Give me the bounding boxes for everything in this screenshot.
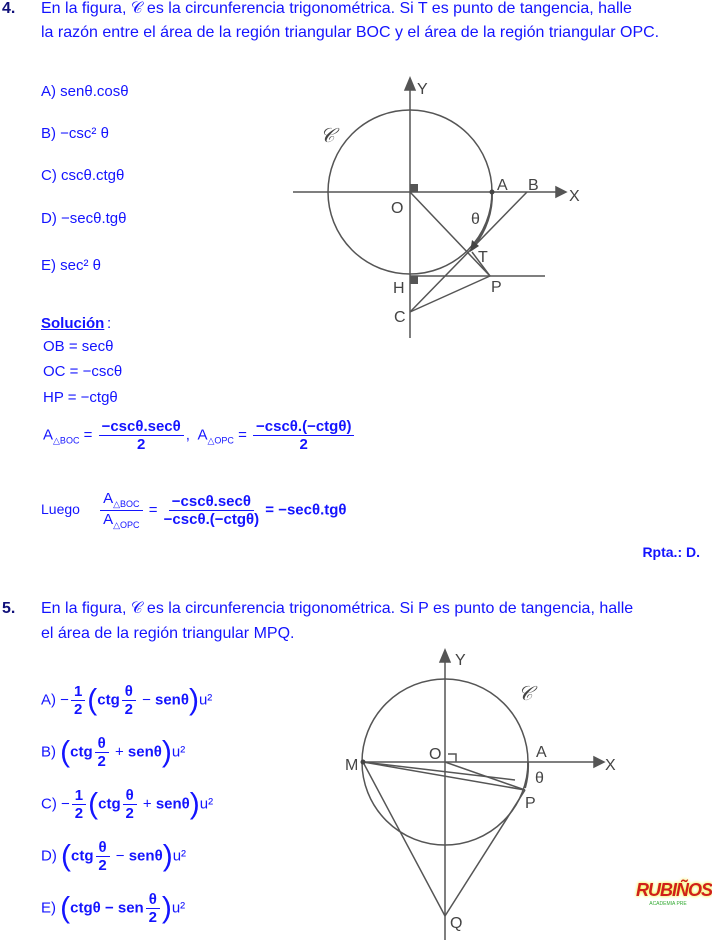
label-a: A — [497, 177, 508, 194]
label-c: C — [394, 309, 406, 326]
area-symbol: A — [103, 511, 114, 528]
option-label: E) — [41, 899, 56, 917]
term: senθ — [127, 743, 162, 761]
operator: + — [114, 743, 124, 761]
solution-line-3: HP = −ctgθ — [43, 389, 118, 406]
area-subscript: △OPC — [113, 520, 140, 530]
paren: ) — [188, 683, 199, 717]
ratio-formula: Luego $\frac{A_{\triangle BOC}}{A_{\triangle OPC}}$ = $\frac{-\csc\theta.\sec\theta}{\text{−cscθ.(−ctgθ)}}$ = −secθ.tgθ — [41, 490, 347, 530]
label-theta: θ — [471, 211, 480, 228]
term: senθ — [155, 691, 189, 709]
term: ctg — [97, 691, 120, 709]
unit: u² — [172, 847, 187, 865]
unit: u² — [199, 795, 214, 813]
problem-5-text-2: el área de la región triangular MPQ. — [41, 625, 295, 642]
numerator: θ — [95, 735, 109, 753]
denominator: 2 — [148, 909, 157, 926]
operator: − — [142, 691, 151, 709]
label-m: M — [345, 757, 359, 774]
answer: Rpta.: D. — [642, 544, 700, 560]
problem-4-text-1: En la figura, 𝒞 es la circunferencia trigonométrica. Si T es punto de tangencia, halle — [41, 0, 632, 17]
paren: ) — [161, 735, 172, 769]
numerator: −cscθ.secθ — [99, 418, 184, 436]
label-p: P — [525, 795, 536, 812]
term: senθ — [128, 847, 163, 865]
numerator: θ — [122, 683, 136, 701]
coef — [72, 787, 86, 822]
denominator: 2 — [299, 436, 308, 453]
paren: ) — [161, 891, 172, 925]
denominator: 2 — [125, 805, 134, 822]
logo-text: RUBIÑOS — [636, 880, 712, 900]
unit: u² — [198, 691, 213, 709]
area-symbol: A — [197, 426, 208, 444]
result: = −secθ.tgθ — [265, 501, 347, 519]
numerator: 1 — [71, 683, 85, 701]
denominator: 2 — [124, 701, 133, 718]
paren: ( — [88, 787, 99, 821]
area-subscript: △OPC — [207, 435, 234, 446]
area-symbol: A — [43, 426, 54, 444]
operator: − — [115, 847, 125, 865]
solution-line-1: OB = secθ — [43, 338, 114, 355]
option-label: A) — [41, 691, 56, 709]
term: ctg — [70, 743, 93, 761]
area-subscript: △BOC — [53, 435, 80, 446]
option-5c — [41, 787, 213, 822]
paren: ( — [60, 891, 71, 925]
denominator: 2 — [74, 805, 84, 822]
area-subscript: △BOC — [113, 499, 140, 509]
option-5b — [41, 735, 185, 770]
term: ctg — [71, 847, 94, 865]
solution-label: Solución — [41, 315, 105, 332]
numerator: −cscθ.(−ctgθ) — [253, 418, 354, 436]
numerator: θ — [146, 891, 160, 909]
circle-label: 𝒞 — [518, 683, 533, 705]
option-4b: B) −csc² θ — [41, 125, 109, 142]
label-p: P — [491, 279, 502, 296]
denominator: 2 — [136, 436, 146, 453]
half-angle — [122, 683, 136, 718]
operator: + — [142, 795, 152, 813]
term: ctgθ − sen — [70, 899, 144, 917]
label-b: B — [528, 177, 539, 194]
area-symbol: A — [103, 490, 114, 507]
fraction-boc — [99, 418, 184, 453]
option-label: D) — [41, 847, 57, 865]
option-label: C) — [41, 795, 57, 813]
rubinos-logo — [636, 880, 712, 907]
option-5e — [41, 891, 185, 926]
numerator: θ — [123, 787, 137, 805]
sign: − — [60, 691, 69, 709]
label-x: X — [605, 757, 616, 774]
option-4e: E) sec² θ — [41, 257, 102, 274]
option-4a: A) senθ.cosθ — [41, 83, 129, 100]
option-label: B) — [41, 743, 56, 761]
logo-subtext: ACADEMIA PRE — [649, 901, 687, 907]
label-t: T — [478, 249, 488, 266]
label-o: O — [391, 200, 404, 217]
label-theta: θ — [535, 770, 544, 787]
problem-5-number: 5. — [2, 600, 16, 617]
denominator: −cscθ.(−ctgθ) — [163, 511, 260, 528]
problem-4-text-2: la razón entre el área de la región triangular BOC y el área de la región triangular OPC. — [41, 24, 660, 41]
numerator: θ — [96, 839, 110, 857]
solution-line-2: OC = −cscθ — [43, 363, 123, 380]
label-o: O — [429, 746, 442, 763]
colon: : — [107, 315, 112, 332]
option-5d — [41, 839, 186, 874]
luego-label: Luego — [41, 501, 80, 518]
circle-label: 𝒞 — [320, 125, 335, 147]
half-angle — [146, 891, 160, 926]
numerator: −cscθ.secθ — [169, 493, 254, 511]
half-angle — [123, 787, 137, 822]
ratio-left — [100, 490, 142, 531]
option-4c: C) cscθ.ctgθ — [41, 167, 125, 184]
paren: ( — [87, 683, 98, 717]
label-h: H — [393, 280, 405, 297]
paren: ) — [162, 839, 173, 873]
denominator: 2 — [73, 701, 83, 718]
half-angle — [96, 839, 110, 874]
numerator: 1 — [72, 787, 86, 805]
paren: ) — [189, 787, 200, 821]
label-q: Q — [450, 915, 463, 932]
ratio-right — [164, 493, 259, 528]
option-4d: D) −secθ.tgθ — [41, 210, 127, 227]
problem-4-number: 4. — [2, 0, 16, 17]
paren: ( — [60, 735, 71, 769]
coef — [71, 683, 85, 718]
sign: − — [61, 795, 70, 813]
area-formulas: $A_{\triangle BOC}$ = $\frac{-\csc\theta.\sec\theta}{2}$ , $A_{\triangle OPC}$ = $\frac{\text{−cscθ.(−ctgθ)}}{2}$ — [43, 418, 356, 453]
denominator: 2 — [97, 753, 106, 770]
label-a: A — [536, 744, 547, 761]
unit: u² — [171, 743, 186, 761]
problem-5-text-1: En la figura, 𝒞 es la circunferencia trigonométrica. Si P es punto de tangencia, halle — [41, 600, 634, 617]
label-y: Y — [417, 81, 428, 98]
fraction-opc — [253, 418, 354, 453]
term: ctg — [98, 795, 121, 813]
denominator: 2 — [98, 857, 107, 874]
label-y: Y — [455, 652, 466, 669]
paren: ( — [61, 839, 71, 873]
unit: u² — [171, 899, 186, 917]
label-x: X — [569, 188, 580, 205]
option-5a — [41, 683, 212, 718]
half-angle — [95, 735, 109, 770]
term: senθ — [155, 795, 190, 813]
